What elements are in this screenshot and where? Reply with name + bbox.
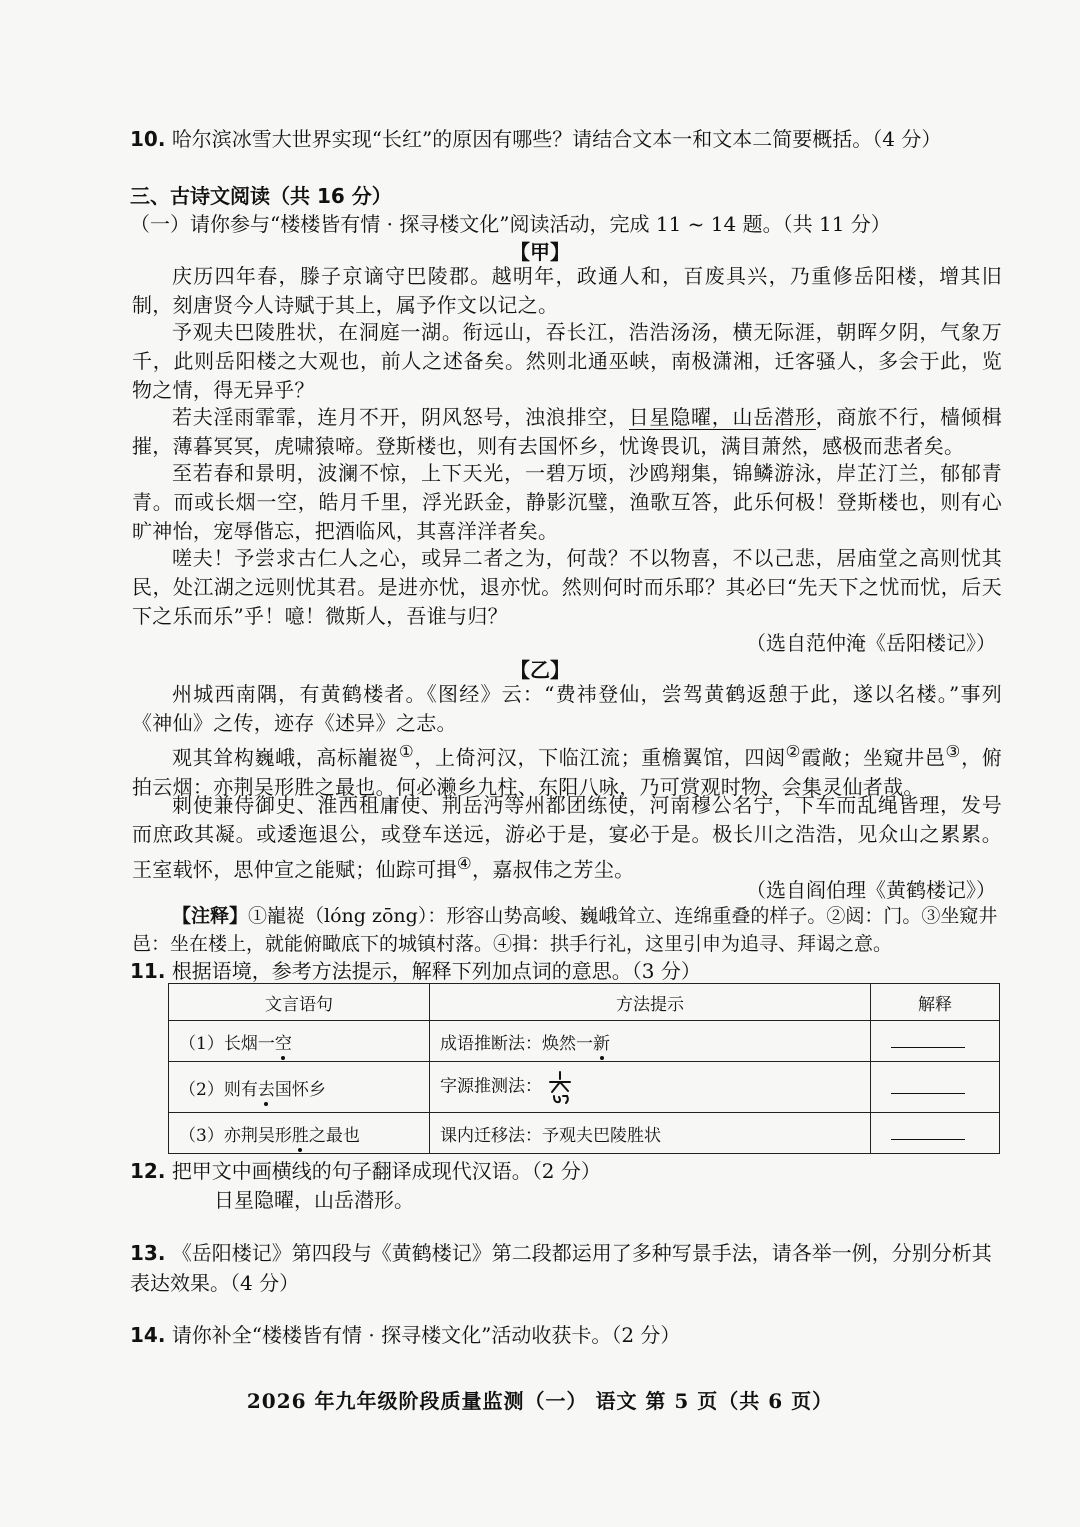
footnote-1: ① [398, 742, 415, 761]
table-row [169, 1113, 1000, 1154]
question-12: 12. 把甲文中画横线的句子翻译成现代汉语。（2 分） [130, 1159, 601, 1183]
annotations-label: 【注释】 [172, 905, 249, 927]
sentence-cell: （1）长烟一空 [169, 1021, 430, 1062]
answer-blank[interactable] [891, 1075, 965, 1094]
ancient-character-glyph-icon [547, 1070, 573, 1104]
hint-cell: 成语推断法：焕然一新 [430, 1021, 871, 1062]
dotted-word: 去 [257, 1079, 275, 1100]
yi-paragraph-1: 州城西南隅，有黄鹤楼者。《图经》云：“费祎登仙，尝驾黄鹤返憩于此，遂以名楼。”事列《神仙》之传，迹存《述异》之志。 [132, 682, 1002, 735]
footnote-4: ④ [456, 854, 473, 873]
passage-yi-heading: 【乙】 [510, 658, 570, 682]
jia-source: （选自范仲淹《岳阳楼记》） [746, 631, 996, 655]
section-title: 三、古诗文阅读（共 16 分） [130, 184, 392, 208]
question-11: 11. 根据语境，参考方法提示，解释下列加点词的意思。（3 分） [130, 959, 701, 983]
question-14: 14. 请你补全“楼楼皆有情 · 探寻楼文化”活动收获卡。（2 分） [130, 1323, 681, 1347]
question-number: 10 [130, 127, 158, 151]
yi-paragraph-2: 观其耸构巍峨，高标巃嵸①，上倚河汉，下临江流；重檐翼馆，四闼②霞敞；坐窥井邑③，俯拍云烟：亦荆吴形胜之最也。何必濑乡九柱、东阳八咏，乃可赏观时物、会集灵仙者哉。 [132, 742, 1003, 799]
dotted-word: 空 [274, 1033, 292, 1054]
answer-blank[interactable] [891, 1121, 965, 1140]
table-header: 文言语句 [169, 984, 430, 1021]
table-header: 解释 [871, 984, 1000, 1021]
sentence-cell: （2）则有去国怀乡 [169, 1062, 430, 1113]
question-10: 10. 哈尔滨冰雪大世界实现“长红”的原因有哪些？请结合文本一和文本二简要概括。（4 分） [130, 127, 942, 151]
dotted-word: 胜 [291, 1125, 309, 1146]
table-row [169, 1062, 1000, 1113]
footnote-3: ③ [945, 742, 962, 761]
jia-paragraph-5: 嗟夫！予尝求古仁人之心，或异二者之为，何哉？不以物喜，不以己悲，居庙堂之高则忧其民，处江湖之远则忧其君。是进亦忧，退亦忧。然则何时而乐耶？其必曰“先天下之忧而忧，后天下之乐而乐”乎！噫！微斯人，吾谁与归？ [132, 546, 1002, 628]
sentence-cell: （3）亦荆吴形胜之最也 [169, 1113, 430, 1154]
answer-blank[interactable] [891, 1029, 965, 1048]
answer-cell[interactable] [871, 1062, 1000, 1113]
footnote-2: ② [785, 742, 802, 761]
jia-paragraph-4: 至若春和景明，波澜不惊，上下天光，一碧万顷，沙鸥翔集，锦鳞游泳，岸芷汀兰，郁郁青青。而或长烟一空，皓月千里，浮光跃金，静影沉璧，渔歌互答，此乐何极！登斯楼也，则有心旷神怡，宠辱偕忘，把酒临风，其喜洋洋者矣。 [132, 461, 1002, 543]
question-text: 哈尔滨冰雪大世界实现“长红”的原因有哪些？请结合文本一和文本二简要概括。（4 分） [171, 127, 942, 151]
answer-cell[interactable] [871, 1113, 1000, 1154]
underlined-sentence: 日星隐曜，山岳潜形 [628, 405, 816, 429]
table-header: 方法提示 [430, 984, 871, 1021]
page-footer: 2026 年九年级阶段质量监测（一） 语文 第 5 页（共 6 页） [246, 1389, 834, 1413]
hint-cell: 字源推测法： [430, 1062, 871, 1113]
yi-paragraph-3: 刺使兼侍御史、淮西租庸使、荆岳沔等州都团练使，河南穆公名宁，下车而乱绳皆理，发号而庶政其凝。或逶迤退公，或登车送远，游必于是，宴必于是。极长川之浩浩，见众山之累累。王室载怀，思仲宣之能赋；仙踪可揖④，嘉叔伟之芳尘。 [132, 793, 1002, 882]
jia-paragraph-1: 庆历四年春，滕子京谪守巴陵郡。越明年，政通人和，百废具兴，乃重修岳阳楼，增其旧制，刻唐贤今人诗赋于其上，属予作文以记之。 [132, 264, 1002, 317]
passage-jia-heading: 【甲】 [510, 240, 570, 264]
method-table [168, 983, 1000, 1154]
table-header-row [169, 984, 1000, 1021]
hint-cell: 课内迁移法：予观夫巴陵胜状 [430, 1113, 871, 1154]
table-row [169, 1021, 1000, 1062]
question-13: 13. 《岳阳楼记》第四段与《黄鹤楼记》第二段都运用了多种写景手法，请各举一例，分别分析其表达效果。（4 分） [130, 1241, 992, 1295]
question-12-sentence: 日星隐曜，山岳潜形。 [214, 1188, 414, 1212]
dotted-word: 新 [593, 1033, 610, 1054]
jia-paragraph-2: 予观夫巴陵胜状，在洞庭一湖。衔远山，吞长江，浩浩汤汤，横无际涯，朝晖夕阴，气象万千，此则岳阳楼之大观也，前人之述备矣。然则北通巫峡，南极潇湘，迁客骚人，多会于此，览物之情，得无异乎？ [132, 320, 1002, 402]
annotations: 【注释】①巃嵸（lóng zōng）：形容山势高峻、巍峨耸立、连绵重叠的样子。②闼：门。③坐窥井邑：坐在楼上，就能俯瞰底下的城镇村落。④揖：拱手行礼，这里引申为追寻、拜谒之意。 [132, 905, 998, 955]
jia-paragraph-3: 若夫淫雨霏霏，连月不开，阴风怒号，浊浪排空，日星隐曜，山岳潜形，商旅不行，樯倾楫摧，薄暮冥冥，虎啸猿啼。登斯楼也，则有去国怀乡，忧谗畏讥，满目萧然，感极而悲者矣。 [132, 405, 1002, 458]
answer-cell[interactable] [871, 1021, 1000, 1062]
section-subtitle: （一）请你参与“楼楼皆有情 · 探寻楼文化”阅读活动，完成 11 ~ 14 题。（共 11 分） [130, 212, 891, 236]
yi-source: （选自阎伯理《黄鹤楼记》） [746, 878, 996, 902]
